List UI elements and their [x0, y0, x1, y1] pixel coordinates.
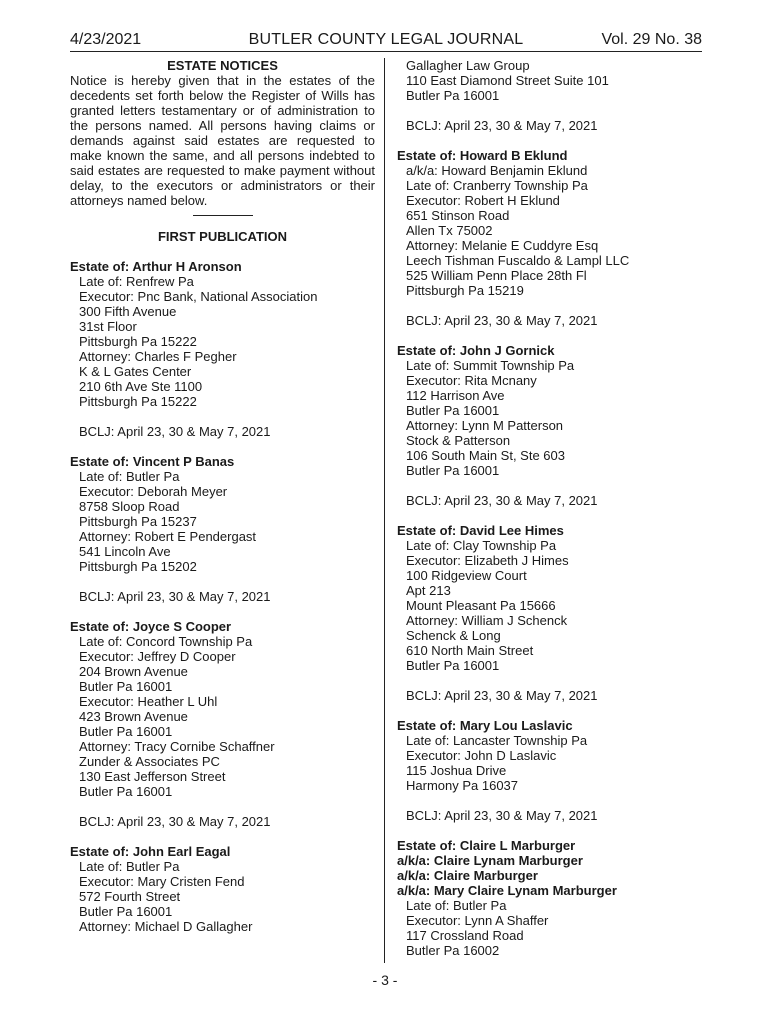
estate-detail-line: Attorney: Melanie E Cuddyre Esq — [406, 238, 599, 253]
publication-dates: BCLJ: April 23, 30 & May 7, 2021 — [406, 808, 598, 823]
right-column — [397, 58, 702, 958]
estate-title: Estate of: Joyce S Cooper — [70, 619, 232, 634]
estate-detail-line: Attorney: Tracy Cornibe Schaffner — [79, 739, 275, 754]
spacer — [397, 793, 702, 808]
publication-dates: BCLJ: April 23, 30 & May 7, 2021 — [406, 313, 598, 328]
estate-detail-line: Executor: Deborah Meyer — [79, 484, 228, 499]
spacer — [70, 604, 375, 619]
estate-title: Estate of: John J Gornick — [397, 343, 555, 358]
estate-detail-line: Late of: Cranberry Township Pa — [406, 178, 588, 193]
estate-notice — [397, 148, 702, 343]
estate-detail-line: 130 East Jefferson Street — [79, 769, 226, 784]
spacer — [70, 574, 375, 589]
spacer — [397, 508, 702, 523]
spacer — [70, 244, 375, 259]
estate-detail-line: 610 North Main Street — [406, 643, 534, 658]
estate-detail-line: Butler Pa 16001 — [406, 658, 500, 673]
estate-detail-line: 115 Joshua Drive — [406, 763, 507, 778]
estate-detail-line: Executor: Pnc Bank, National Association — [79, 289, 318, 304]
estate-detail-line: Butler Pa 16002 — [406, 943, 500, 958]
spacer — [397, 823, 702, 838]
estate-title: Estate of: Mary Lou Laslavic — [397, 718, 573, 733]
estate-detail-line: Late of: Renfrew Pa — [79, 274, 194, 289]
left-column — [70, 58, 375, 934]
spacer — [70, 409, 375, 424]
publication-dates: BCLJ: April 23, 30 & May 7, 2021 — [406, 118, 598, 133]
estate-detail-line: 651 Stinson Road — [406, 208, 510, 223]
section-rule — [193, 215, 253, 216]
estate-detail-line: Late of: Butler Pa — [79, 469, 180, 484]
estate-detail-line: a/k/a: Howard Benjamin Eklund — [406, 163, 588, 178]
estate-detail-line: Late of: Lancaster Township Pa — [406, 733, 588, 748]
estate-detail-line: Butler Pa 16001 — [406, 88, 500, 103]
publication-dates: BCLJ: April 23, 30 & May 7, 2021 — [406, 493, 598, 508]
estate-detail-line: Pittsburgh Pa 15219 — [406, 283, 524, 298]
estate-detail-line: Executor: Rita Mcnany — [406, 373, 537, 388]
spacer — [397, 328, 702, 343]
estate-notice — [397, 523, 702, 718]
estate-detail-line: Stock & Patterson — [406, 433, 511, 448]
estate-detail-line: 100 Ridgeview Court — [406, 568, 527, 583]
estate-title: Estate of: Howard B Eklund — [397, 148, 568, 163]
estate-detail-line: Schenck & Long — [406, 628, 501, 643]
estate-aka: a/k/a: Claire Lynam Marburger — [397, 853, 583, 868]
estate-detail-line: Allen Tx 75002 — [406, 223, 493, 238]
estate-detail-line: Butler Pa 16001 — [406, 403, 500, 418]
estate-notice — [70, 619, 375, 844]
spacer — [397, 103, 702, 118]
publication-dates: BCLJ: April 23, 30 & May 7, 2021 — [79, 424, 271, 439]
estate-detail-line: Attorney: William J Schenck — [406, 613, 568, 628]
estate-detail-line: Executor: John D Laslavic — [406, 748, 557, 763]
estate-detail-line: Butler Pa 16001 — [406, 463, 500, 478]
estate-detail-line: 525 William Penn Place 28th Fl — [406, 268, 587, 283]
estate-detail-line: Mount Pleasant Pa 15666 — [406, 598, 556, 613]
estate-detail-line: Harmony Pa 16037 — [406, 778, 519, 793]
estate-detail-line: Executor: Robert H Eklund — [406, 193, 560, 208]
estate-notice — [70, 454, 375, 619]
spacer — [397, 703, 702, 718]
header-rule — [70, 51, 702, 52]
estate-detail-line: Pittsburgh Pa 15202 — [79, 559, 197, 574]
journal-title: BUTLER COUNTY LEGAL JOURNAL — [248, 31, 524, 48]
estate-detail-line: Late of: Clay Township Pa — [406, 538, 557, 553]
estate-detail-line: Pittsburgh Pa 15237 — [79, 514, 197, 529]
estate-detail-line: Executor: Mary Cristen Fend — [79, 874, 245, 889]
estate-aka: a/k/a: Mary Claire Lynam Marburger — [397, 883, 617, 898]
estate-detail-line: Late of: Concord Township Pa — [79, 634, 253, 649]
estate-detail-line: 300 Fifth Avenue — [79, 304, 177, 319]
page-header — [70, 30, 702, 50]
right-estate-list — [397, 148, 702, 958]
estate-detail-line: 572 Fourth Street — [79, 889, 181, 904]
intro-paragraph: Notice is hereby given that in the estates of the decedents set forth below the Register of Wills has granted letters testamentary or of administration to the persons named. All persons having claims or demands against said estates are requested to make known the same, and all persons indebted to said estates are requested to make payment without delay, to the executors or administrators or their attorneys named below. — [70, 73, 375, 208]
estate-detail-line: 112 Harrison Ave — [406, 388, 505, 403]
estate-detail-line: Late of: Butler Pa — [406, 898, 507, 913]
estate-detail-line: Butler Pa 16001 — [79, 784, 173, 799]
estate-detail-line: 210 6th Ave Ste 1100 — [79, 379, 203, 394]
estate-detail-line: Leech Tishman Fuscaldo & Lampl LLC — [406, 253, 630, 268]
continued-estate — [397, 58, 702, 148]
estate-title: Estate of: Vincent P Banas — [70, 454, 235, 469]
estate-detail-line: 106 South Main St, Ste 603 — [406, 448, 565, 463]
estate-notice — [397, 718, 702, 838]
estate-detail-line: Pittsburgh Pa 15222 — [79, 394, 197, 409]
estate-title: Estate of: Claire L Marburger — [397, 838, 576, 853]
spacer — [70, 799, 375, 814]
estate-detail-line: K & L Gates Center — [79, 364, 192, 379]
estate-detail-line: Gallagher Law Group — [406, 58, 530, 73]
column-divider — [384, 58, 385, 963]
estate-aka: a/k/a: Claire Marburger — [397, 868, 538, 883]
estate-detail-line: Zunder & Associates PC — [79, 754, 220, 769]
estate-detail-line: 31st Floor — [79, 319, 137, 334]
estate-detail-line: Attorney: Robert E Pendergast — [79, 529, 257, 544]
estate-detail-line: Late of: Summit Township Pa — [406, 358, 575, 373]
publication-dates: BCLJ: April 23, 30 & May 7, 2021 — [79, 814, 271, 829]
estate-detail-line: Executor: Jeffrey D Cooper — [79, 649, 236, 664]
publication-dates: BCLJ: April 23, 30 & May 7, 2021 — [406, 688, 598, 703]
estate-detail-line: 117 Crossland Road — [406, 928, 524, 943]
estate-title: Estate of: David Lee Himes — [397, 523, 564, 538]
estate-detail-line: 541 Lincoln Ave — [79, 544, 171, 559]
volume-number: Vol. 29 No. 38 — [601, 31, 702, 48]
spacer — [397, 673, 702, 688]
estate-detail-line: 8758 Sloop Road — [79, 499, 180, 514]
spacer — [397, 478, 702, 493]
page-number: - 3 - — [372, 972, 398, 988]
estate-detail-line: Attorney: Charles F Pegher — [79, 349, 237, 364]
estate-title: Estate of: John Earl Eagal — [70, 844, 231, 859]
estate-detail-line: Executor: Heather L Uhl — [79, 694, 218, 709]
spacer — [70, 829, 375, 844]
estate-notice — [70, 259, 375, 454]
estate-detail-line: Apt 213 — [406, 583, 451, 598]
estate-detail-line: Late of: Butler Pa — [79, 859, 180, 874]
estate-detail-line: 204 Brown Avenue — [79, 664, 188, 679]
section-title: ESTATE NOTICES — [167, 58, 278, 73]
spacer — [70, 439, 375, 454]
spacer — [397, 298, 702, 313]
estate-notice — [397, 343, 702, 523]
estate-detail-line: 110 East Diamond Street Suite 101 — [406, 73, 609, 88]
spacer — [397, 133, 702, 148]
estate-detail-line: Butler Pa 16001 — [79, 679, 173, 694]
left-estate-list — [70, 259, 375, 934]
estate-detail-line: Attorney: Lynn M Patterson — [406, 418, 564, 433]
estate-title: Estate of: Arthur H Aronson — [70, 259, 242, 274]
estate-detail-line: Butler Pa 16001 — [79, 904, 173, 919]
publication-dates: BCLJ: April 23, 30 & May 7, 2021 — [79, 589, 271, 604]
estate-detail-line: Pittsburgh Pa 15222 — [79, 334, 197, 349]
estate-detail-line: Executor: Elizabeth J Himes — [406, 553, 569, 568]
estate-detail-line: Attorney: Michael D Gallagher — [79, 919, 253, 934]
estate-notice — [70, 844, 375, 934]
estate-detail-line: Butler Pa 16001 — [79, 724, 173, 739]
publication-heading: FIRST PUBLICATION — [157, 229, 288, 244]
header-date: 4/23/2021 — [70, 31, 142, 48]
estate-detail-line: Executor: Lynn A Shaffer — [406, 913, 549, 928]
estate-detail-line: 423 Brown Avenue — [79, 709, 188, 724]
estate-notice — [397, 838, 702, 958]
